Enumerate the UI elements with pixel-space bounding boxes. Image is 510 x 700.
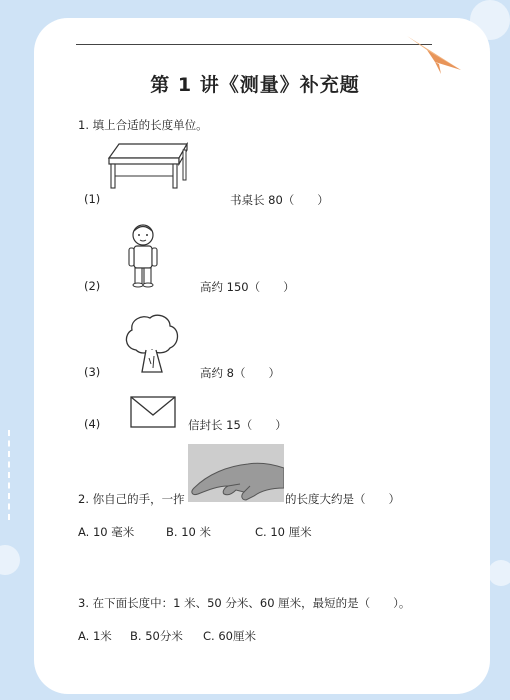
boy-picture bbox=[126, 222, 160, 288]
item-4-number: (4) bbox=[84, 417, 101, 431]
question-3-stem: 3. 在下面长度中：1 米、50 分米、60 厘米，最短的是（ ）。 bbox=[78, 596, 411, 610]
q3-option-c: C. 60厘米 bbox=[203, 629, 256, 643]
tree-picture bbox=[122, 312, 182, 374]
question-2-stem-end: 的长度大约是（ ） bbox=[285, 492, 400, 506]
envelope-picture bbox=[130, 396, 176, 428]
background-bubble bbox=[0, 545, 20, 575]
q2-option-c: C. 10 厘米 bbox=[255, 525, 312, 539]
item-1-text: 书桌长 80（ ） bbox=[230, 193, 329, 207]
hand-span-icon bbox=[188, 444, 284, 502]
item-3-text: 高约 8（ ） bbox=[200, 366, 280, 380]
hand-span-picture bbox=[188, 444, 284, 502]
q3-option-b: B. 50分米 bbox=[130, 629, 183, 643]
header-rule bbox=[76, 44, 432, 45]
q2-option-a: A. 10 毫米 bbox=[78, 525, 135, 539]
q3-option-a: A. 1米 bbox=[78, 629, 112, 643]
question-1-stem: 1. 填上合适的长度单位。 bbox=[78, 118, 208, 132]
item-1-number: (1) bbox=[84, 192, 101, 206]
background-bubble bbox=[488, 560, 510, 586]
question-2-stem-start: 2. 你自己的手，一拃 bbox=[78, 492, 185, 506]
page-title: 第 1 讲《测量》补充题 bbox=[150, 74, 360, 96]
decorative-dashes bbox=[8, 430, 14, 520]
desk-picture bbox=[105, 142, 189, 190]
item-2-number: (2) bbox=[84, 279, 101, 293]
item-4-text: 信封长 15（ ） bbox=[188, 418, 287, 432]
item-2-text: 高约 150（ ） bbox=[200, 280, 295, 294]
item-3-number: (3) bbox=[84, 365, 101, 379]
paper-plane-icon bbox=[405, 22, 463, 74]
q2-option-b: B. 10 米 bbox=[166, 525, 211, 539]
